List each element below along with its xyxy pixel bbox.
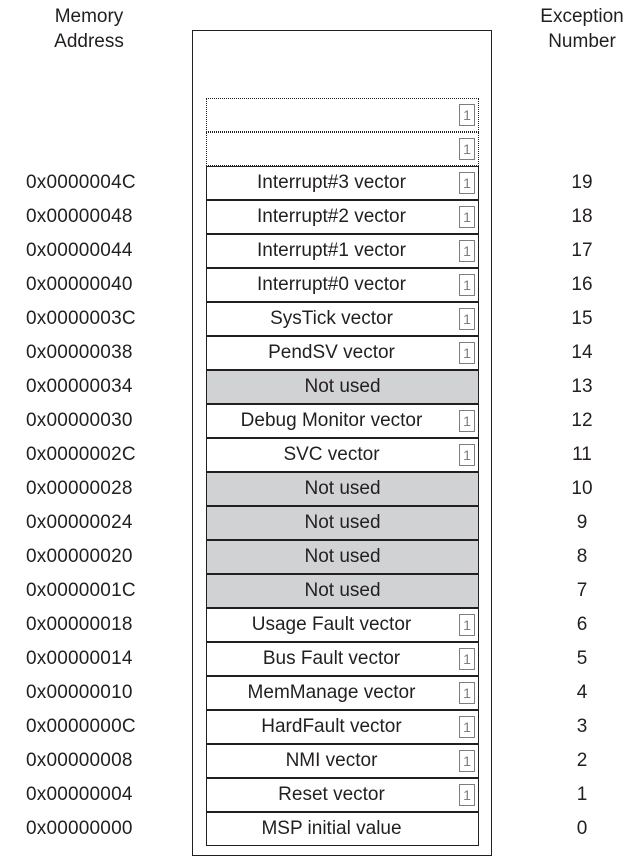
- vector-table-row: [0, 302, 644, 336]
- memory-address: 0x00000034: [26, 376, 133, 397]
- exception-number: 15: [571, 308, 593, 329]
- vector-label: PendSV vector: [268, 342, 395, 363]
- memory-address: 0x00000048: [26, 206, 133, 227]
- vector-table-row: [0, 200, 644, 234]
- vector-label: Interrupt#3 vector: [257, 172, 406, 193]
- vector-label: Interrupt#0 vector: [257, 274, 406, 295]
- memory-address: 0x00000024: [26, 512, 133, 533]
- vector-table-row: [0, 812, 644, 846]
- thumb-bit-box: 1: [459, 240, 475, 262]
- exception-number: 3: [576, 716, 588, 737]
- thumb-bit-box: 1: [459, 206, 475, 228]
- vector-table-row: [0, 710, 644, 744]
- memory-address-header-line2: Address: [54, 31, 124, 52]
- vector-cell: [206, 642, 479, 676]
- exception-number: 9: [576, 512, 588, 533]
- vector-label: Bus Fault vector: [262, 648, 401, 669]
- vector-table-row: [0, 540, 644, 574]
- vector-label: Reset vector: [278, 784, 385, 805]
- exception-number: 18: [571, 206, 593, 227]
- memory-address: 0x00000020: [26, 546, 133, 567]
- memory-address: 0x0000003C: [26, 308, 136, 329]
- memory-address: 0x0000001C: [26, 580, 136, 601]
- memory-address: 0x00000018: [26, 614, 133, 635]
- thumb-bit-box: 1: [459, 410, 475, 432]
- thumb-bit-box: 1: [459, 614, 475, 636]
- vector-cell: [206, 404, 479, 438]
- exception-number: 4: [576, 682, 588, 703]
- vector-table-row: [0, 642, 644, 676]
- exception-number: 0: [576, 818, 588, 839]
- vector-label: Not used: [304, 580, 381, 601]
- exception-number: 7: [576, 580, 588, 601]
- vector-label: Usage Fault vector: [251, 614, 412, 635]
- memory-address: 0x0000004C: [26, 172, 136, 193]
- vector-table-row: [0, 234, 644, 268]
- thumb-bit-box: 1: [459, 308, 475, 330]
- thumb-bit-box: 1: [459, 342, 475, 364]
- memory-address: 0x0000002C: [26, 444, 136, 465]
- thumb-bit-box: 1: [459, 716, 475, 738]
- vector-label: MSP initial value: [261, 818, 402, 839]
- vector-table-row: [0, 438, 644, 472]
- vector-label: Interrupt#1 vector: [257, 240, 406, 261]
- thumb-bit-box: 1: [459, 104, 475, 126]
- vector-cell: [206, 166, 479, 200]
- exception-number: 5: [576, 648, 588, 669]
- vector-table-row: [0, 676, 644, 710]
- placeholder-cell: [206, 132, 479, 166]
- thumb-bit-box: 1: [459, 138, 475, 160]
- vector-label: Not used: [304, 512, 381, 533]
- exception-number: 1: [576, 784, 588, 805]
- unused-vector-cell: [206, 540, 479, 574]
- vector-label: Not used: [304, 478, 381, 499]
- vector-cell: [206, 302, 479, 336]
- thumb-bit-box: 1: [459, 444, 475, 466]
- vector-cell: [206, 710, 479, 744]
- exception-number: 17: [571, 240, 593, 261]
- vector-cell: [206, 336, 479, 370]
- exception-number: 12: [571, 410, 593, 431]
- memory-address: 0x00000038: [26, 342, 133, 363]
- vector-table-row: [0, 166, 644, 200]
- exception-number: 14: [571, 342, 593, 363]
- vector-label: MemManage vector: [247, 682, 416, 703]
- vector-cell: [206, 608, 479, 642]
- vector-cell: [206, 268, 479, 302]
- vector-label: Not used: [304, 546, 381, 567]
- exception-number: 16: [571, 274, 593, 295]
- vector-label: NMI vector: [285, 750, 378, 771]
- vector-label: Debug Monitor vector: [240, 410, 423, 431]
- memory-address: 0x00000040: [26, 274, 133, 295]
- vector-label: HardFault vector: [261, 716, 402, 737]
- vector-label: SysTick vector: [270, 308, 393, 329]
- vector-table-row: [0, 268, 644, 302]
- thumb-bit-box: 1: [459, 682, 475, 704]
- placeholder-row: [0, 132, 644, 166]
- vector-table-row: [0, 608, 644, 642]
- vector-table-row: [0, 336, 644, 370]
- exception-number: 13: [571, 376, 593, 397]
- vector-table-row: [0, 574, 644, 608]
- thumb-bit-box: 1: [459, 750, 475, 772]
- memory-address: 0x00000044: [26, 240, 133, 261]
- memory-address-header-line1: Memory: [54, 6, 124, 27]
- placeholder-cell: [206, 98, 479, 132]
- vector-label: SVC vector: [283, 444, 380, 465]
- exception-number-header-line1: Exception: [540, 6, 624, 27]
- vector-cell: [206, 778, 479, 812]
- memory-address: 0x0000000C: [26, 716, 136, 737]
- memory-address: 0x00000014: [26, 648, 133, 669]
- memory-address-header: [26, 4, 152, 54]
- unused-vector-cell: [206, 574, 479, 608]
- exception-number: 10: [571, 478, 593, 499]
- exception-number-header: [522, 4, 642, 54]
- unused-vector-cell: [206, 370, 479, 404]
- placeholder-row: [0, 98, 644, 132]
- vector-cell: [206, 438, 479, 472]
- memory-address: 0x00000030: [26, 410, 133, 431]
- vector-label: Interrupt#2 vector: [257, 206, 406, 227]
- exception-number: 19: [571, 172, 593, 193]
- vector-cell: [206, 812, 479, 846]
- thumb-bit-box: 1: [459, 172, 475, 194]
- vector-table-row: [0, 778, 644, 812]
- vector-cell: [206, 676, 479, 710]
- exception-number: 11: [572, 444, 592, 465]
- memory-address: 0x00000028: [26, 478, 133, 499]
- vector-cell: [206, 234, 479, 268]
- memory-address: 0x00000004: [26, 784, 133, 805]
- thumb-bit-box: 1: [459, 274, 475, 296]
- unused-vector-cell: [206, 506, 479, 540]
- exception-number: 8: [576, 546, 588, 567]
- thumb-bit-box: 1: [459, 784, 475, 806]
- unused-vector-cell: [206, 472, 479, 506]
- vector-label: Not used: [304, 376, 381, 397]
- thumb-bit-box: 1: [459, 648, 475, 670]
- memory-address: 0x00000010: [26, 682, 133, 703]
- memory-address: 0x00000008: [26, 750, 133, 771]
- exception-number: 2: [576, 750, 588, 771]
- exception-number: 6: [576, 614, 588, 635]
- vector-table-row: [0, 506, 644, 540]
- memory-address: 0x00000000: [26, 818, 133, 839]
- vector-table-row: [0, 472, 644, 506]
- vector-table-row: [0, 370, 644, 404]
- vector-table-row: [0, 744, 644, 778]
- vector-table-row: [0, 404, 644, 438]
- exception-number-header-line2: Number: [548, 31, 616, 52]
- vector-cell: [206, 200, 479, 234]
- vector-cell: [206, 744, 479, 778]
